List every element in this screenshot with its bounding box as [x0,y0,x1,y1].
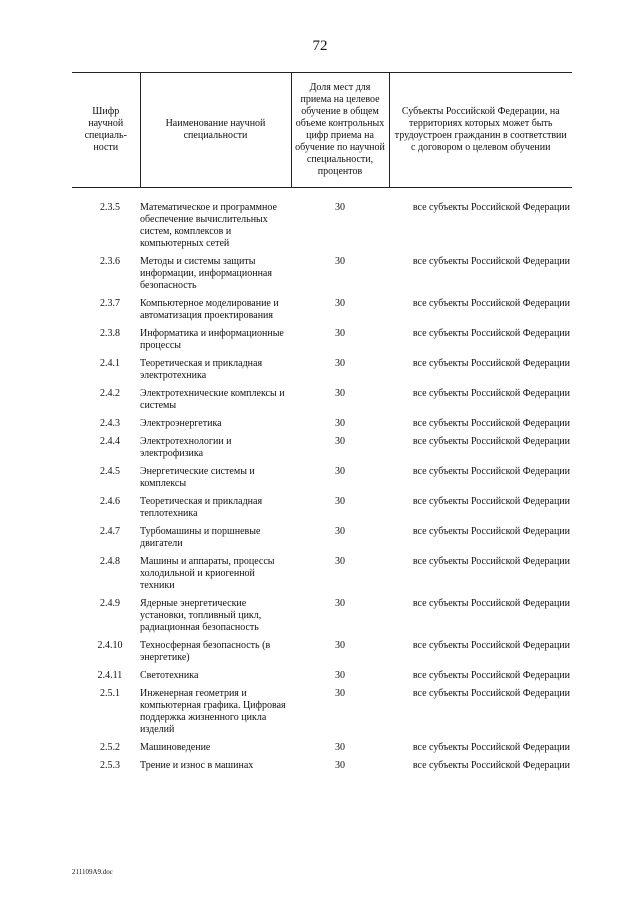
federation-subjects: все субъекты Российской Федерации [412,496,570,507]
table-row [72,598,572,640]
federation-subjects: все субъекты Российской Федерации [412,598,570,609]
target-share: 30 [335,202,345,213]
specialty-code: 2.4.5 [100,466,120,477]
target-share: 30 [335,760,345,771]
specialty-name: Теоретическая и прикладная теплотехника [140,496,263,519]
target-share: 30 [335,670,345,681]
target-share: 30 [335,742,345,753]
table-row [72,436,572,466]
specialty-name: Инженерная геометрия и компьютерная графика. Цифровая поддержка жизненного цикла изделий [140,688,286,735]
target-share: 30 [335,556,345,567]
specialty-name: Турбомашины и поршневые двигатели [140,526,261,549]
target-share: 30 [335,640,345,651]
target-share: 30 [335,256,345,267]
table-row [72,202,572,256]
table-row [72,328,572,358]
federation-subjects: все субъекты Российской Федерации [412,202,570,213]
table-body [72,188,572,779]
target-share: 30 [335,466,345,477]
specialty-code: 2.4.1 [100,358,120,369]
specialty-code: 2.5.1 [100,688,120,699]
federation-subjects: все субъекты Российской Федерации [412,688,570,699]
specialty-code: 2.4.7 [100,526,120,537]
specialty-name: Информатика и информационные процессы [140,328,284,351]
table-row [72,742,572,760]
specialty-name: Теоретическая и прикладная электротехника [140,358,263,381]
specialty-code: 2.3.5 [100,202,120,213]
page-number: 72 [312,38,328,54]
spacer-row [72,188,572,203]
target-share: 30 [335,298,345,309]
header-code: Шифр научной специаль- ности [72,73,140,188]
specialty-name: Машины и аппараты, процессы холодильной и криогенной техники [140,556,275,591]
table-row [72,418,572,436]
target-share: 30 [335,418,345,429]
federation-subjects: все субъекты Российской Федерации [412,418,570,429]
target-share: 30 [335,526,345,537]
table-header [72,73,572,188]
federation-subjects: все субъекты Российской Федерации [412,640,570,651]
specialty-name: Машиноведение [140,742,211,753]
specialty-name: Ядерные энергетические установки, топливный цикл, радиационная безопасность [140,598,262,633]
federation-subjects: все субъекты Российской Федерации [412,466,570,477]
specialty-code: 2.4.10 [97,640,123,651]
federation-subjects: все субъекты Российской Федерации [412,436,570,447]
specialty-code: 2.3.8 [100,328,120,339]
federation-subjects: все субъекты Российской Федерации [412,388,570,399]
table-row [72,256,572,298]
specialty-name: Электротехнические комплексы и системы [140,388,285,411]
specialties-table [72,72,572,778]
specialty-code: 2.4.2 [100,388,120,399]
specialty-code: 2.5.2 [100,742,120,753]
target-share: 30 [335,388,345,399]
federation-subjects: все субъекты Российской Федерации [412,526,570,537]
table-row [72,556,572,598]
table-row [72,388,572,418]
table-row [72,688,572,742]
specialty-name: Методы и системы защиты информации, информационная безопасность [140,256,272,291]
target-share: 30 [335,328,345,339]
specialty-name: Электротехнологии и электрофизика [140,436,232,459]
specialty-name: Энергетические системы и комплексы [140,466,255,489]
specialty-name: Трение и износ в машинах [140,760,254,771]
table-row [72,466,572,496]
target-share: 30 [335,688,345,699]
specialty-name: Светотехника [140,670,199,681]
federation-subjects: все субъекты Российской Федерации [412,742,570,753]
table-row [72,640,572,670]
federation-subjects: все субъекты Российской Федерации [412,670,570,681]
document-filename: 211109A9.doc [72,868,113,876]
federation-subjects: все субъекты Российской Федерации [412,556,570,567]
specialty-name: Математическое и программное обеспечение вычислительных систем, комплексов и компьютерных сетей [140,202,277,249]
header-row [72,73,572,188]
specialty-code: 2.3.6 [100,256,120,267]
header-name: Наименование научной специальности [140,73,291,188]
target-share: 30 [335,598,345,609]
table-row [72,358,572,388]
specialty-code: 2.4.11 [97,670,123,681]
target-share: 30 [335,358,345,369]
specialty-name: Техносферная безопасность (в энергетике) [140,640,271,663]
specialty-name: Компьютерное моделирование и автоматизация проектирования [140,298,279,321]
federation-subjects: все субъекты Российской Федерации [412,256,570,267]
specialty-code: 2.4.8 [100,556,120,567]
header-subjects: Субъекты Российской Федерации, на территориях которых может быть трудоустроен гражданин в соответствии с договором о целевом обучении [389,73,572,188]
specialty-code: 2.4.6 [100,496,120,507]
table-row [72,760,572,778]
federation-subjects: все субъекты Российской Федерации [412,328,570,339]
specialty-name: Электроэнергетика [140,418,222,429]
federation-subjects: все субъекты Российской Федерации [412,358,570,369]
specialty-code: 2.4.4 [100,436,120,447]
table-row [72,670,572,688]
specialty-code: 2.3.7 [100,298,120,309]
table-row [72,526,572,556]
specialty-code: 2.5.3 [100,760,120,771]
specialty-code: 2.4.3 [100,418,120,429]
header-share: Доля мест для приема на целевое обучение в общем объеме контрольных цифр приема на обучение по научной специальности, процентов [291,73,389,188]
federation-subjects: все субъекты Российской Федерации [412,298,570,309]
table-row [72,298,572,328]
federation-subjects: все субъекты Российской Федерации [412,760,570,771]
specialty-code: 2.4.9 [100,598,120,609]
table-row [72,496,572,526]
target-share: 30 [335,436,345,447]
target-share: 30 [335,496,345,507]
